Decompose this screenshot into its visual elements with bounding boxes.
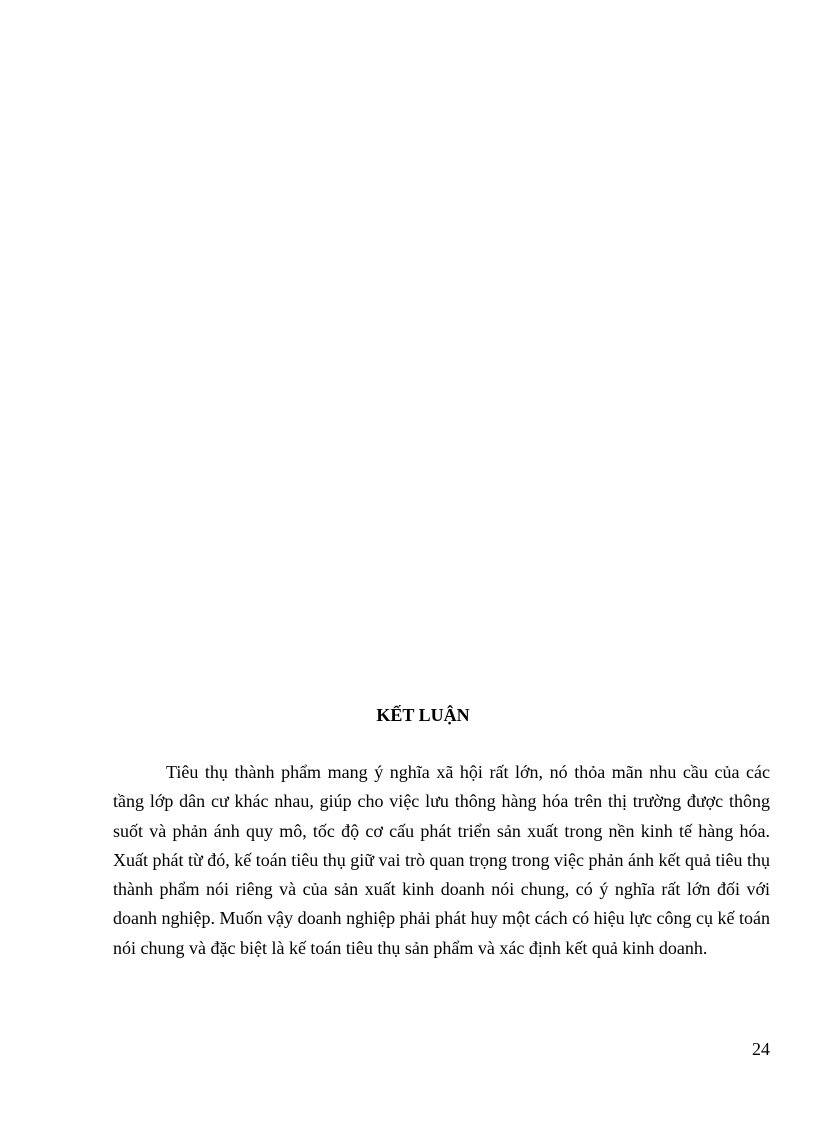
page-number: 24 (752, 1039, 770, 1059)
conclusion-paragraph: Tiêu thụ thành phẩm mang ý nghĩa xã hội rất lớn, nó thỏa mãn nhu cầu của các tầng lớp dân cư khác nhau, giúp cho việc lưu thông hàng hóa trên thị trường được thông suốt và phản ánh quy mô, tốc độ cơ cấu phát triển sản xuất trong nền kinh tế hàng hóa. Xuất phát từ đó, kế toán tiêu thụ giữ vai trò quan trọng trong việc phản ánh kết quả tiêu thụ thành phẩm nói riêng và của sản xuất kinh doanh nói chung, có ý nghĩa rất lớn đối với doanh nghiệp. Muốn vậy doanh nghiệp phải phát huy một cách có hiệu lực công cụ kế toán nói chung và đặc biệt là kế toán tiêu thụ sản phẩm và xác định kết quả kinh doanh. (113, 762, 770, 958)
section-heading: KẾT LUẬN (376, 705, 470, 725)
